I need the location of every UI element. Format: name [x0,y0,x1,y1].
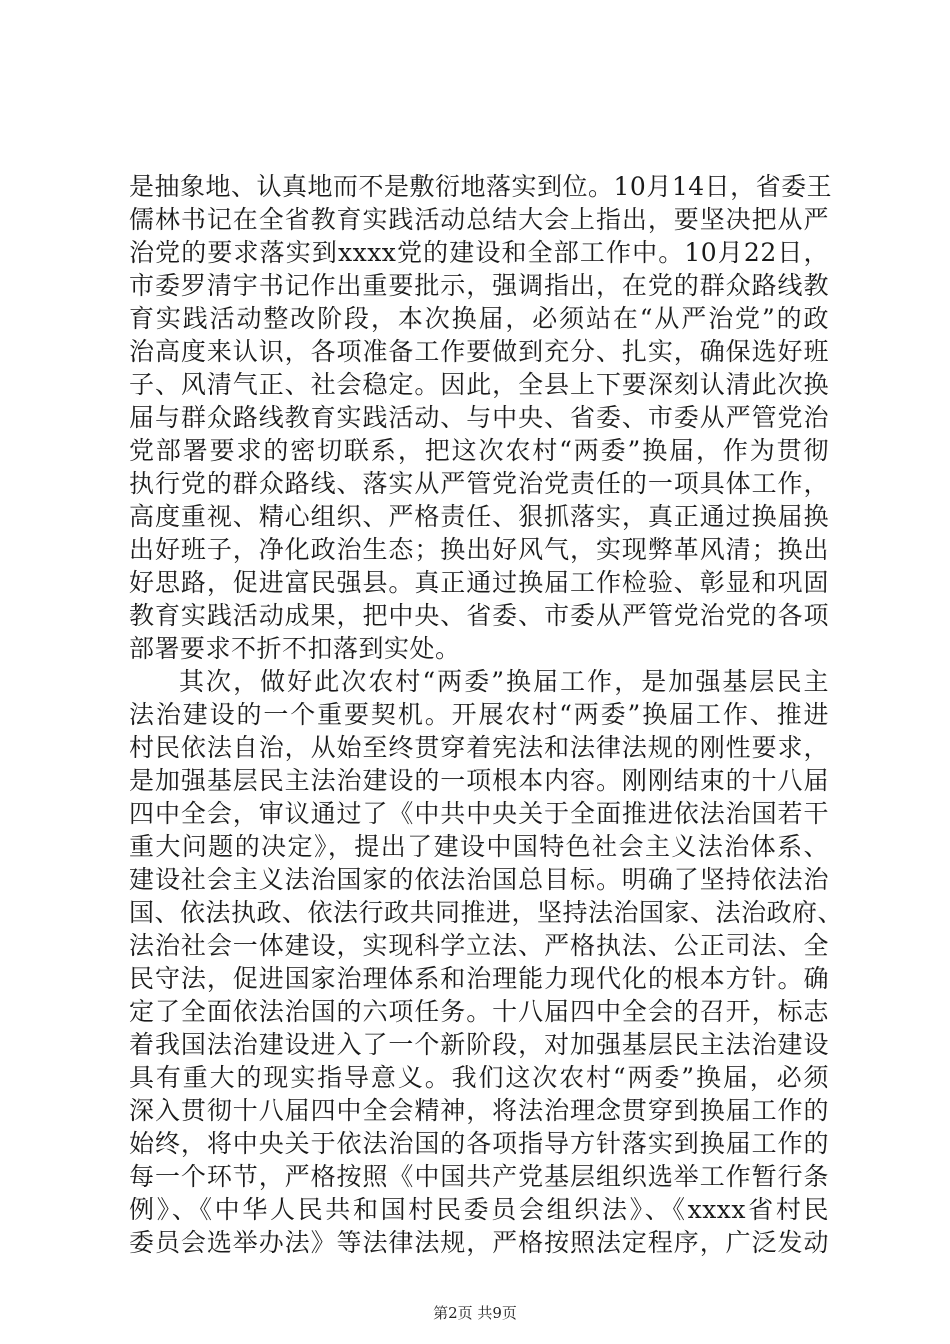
text-line: 始终，将中央关于依法治国的各项指导方针落实到换届工作的 [129,1129,829,1158]
text-line: 法治社会一体建设，实现科学立法、严格执法、公正司法、全 [129,931,829,960]
page-number-footer: 第2页 共9页 [433,1304,517,1322]
text-line: 具有重大的现实指导意义。我们这次农村“两委”换届，必须 [129,1063,829,1092]
text-line: 好思路，促进富民强县。真正通过换届工作检验、彰显和巩固 [129,568,829,597]
text-line: 国、依法执政、依法行政共同推进，坚持法治国家、法治政府、 [129,898,844,927]
text-line: 法治建设的一个重要契机。开展农村“两委”换届工作、推进 [129,700,829,729]
text-line: 委员会选举办法》等法律法规，严格按照法定程序，广泛发动 [129,1228,829,1257]
text-line: 市委罗清宇书记作出重要批示，强调指出，在党的群众路线教 [129,271,829,300]
text-line: 治党的要求落实到xxxx党的建设和全部工作中。10月22日， [129,238,829,267]
text-line: 例》、《中华人民共和国村民委员会组织法》、《xxxx省村民 [129,1195,829,1224]
text-line: 执行党的群众路线、落实从严管党治党责任的一项具体工作， [129,469,829,498]
text-line: 儒林书记在全省教育实践活动总结大会上指出，要坚决把从严 [129,205,829,234]
text-line: 子、风清气正、社会稳定。因此，全县上下要深刻认清此次换 [129,370,829,399]
text-line: 重大问题的决定》，提出了建设中国特色社会主义法治体系、 [129,832,829,861]
paragraph-start-line: 其次，做好此次农村“两委”换届工作，是加强基层民主 [179,667,829,696]
text-line: 四中全会，审议通过了《中共中央关于全面推进依法治国若干 [129,799,829,828]
body-text [129,170,844,1259]
paragraph-end-line: 部署要求不折不扣落到实处。 [129,634,461,663]
text-line: 村民依法自治，从始至终贯穿着宪法和法律法规的刚性要求， [129,733,829,762]
text-line: 党部署要求的密切联系，把这次农村“两委”换届，作为贯彻 [129,436,829,465]
text-line: 届与群众路线教育实践活动、与中央、省委、市委从严管党治 [129,403,829,432]
text-line: 治高度来认识，各项准备工作要做到充分、扎实，确保选好班 [129,337,829,366]
text-line: 育实践活动整改阶段，本次换届，必须站在“从严治党”的政 [129,304,829,333]
text-line: 建设社会主义法治国家的依法治国总目标。明确了坚持依法治 [129,865,829,894]
text-line: 深入贯彻十八届四中全会精神，将法治理念贯穿到换届工作的 [129,1096,829,1125]
text-line: 是加强基层民主法治建设的一项根本内容。刚刚结束的十八届 [129,766,829,795]
text-line: 教育实践活动成果，把中央、省委、市委从严管党治党的各项 [129,601,829,630]
text-line: 是抽象地、认真地而不是敷衍地落实到位。10月14日，省委王 [129,172,833,201]
text-line: 出好班子，净化政治生态；换出好风气，实现弊革风清；换出 [129,535,829,564]
text-line: 着我国法治建设进入了一个新阶段，对加强基层民主法治建设 [129,1030,829,1059]
text-line: 每一个环节，严格按照《中国共产党基层组织选举工作暂行条 [129,1162,829,1191]
text-line: 高度重视、精心组织、严格责任、狠抓落实，真正通过换届换 [129,502,829,531]
text-line: 定了全面依法治国的六项任务。十八届四中全会的召开，标志 [129,997,829,1026]
text-line: 民守法，促进国家治理体系和治理能力现代化的根本方针。确 [129,964,829,993]
